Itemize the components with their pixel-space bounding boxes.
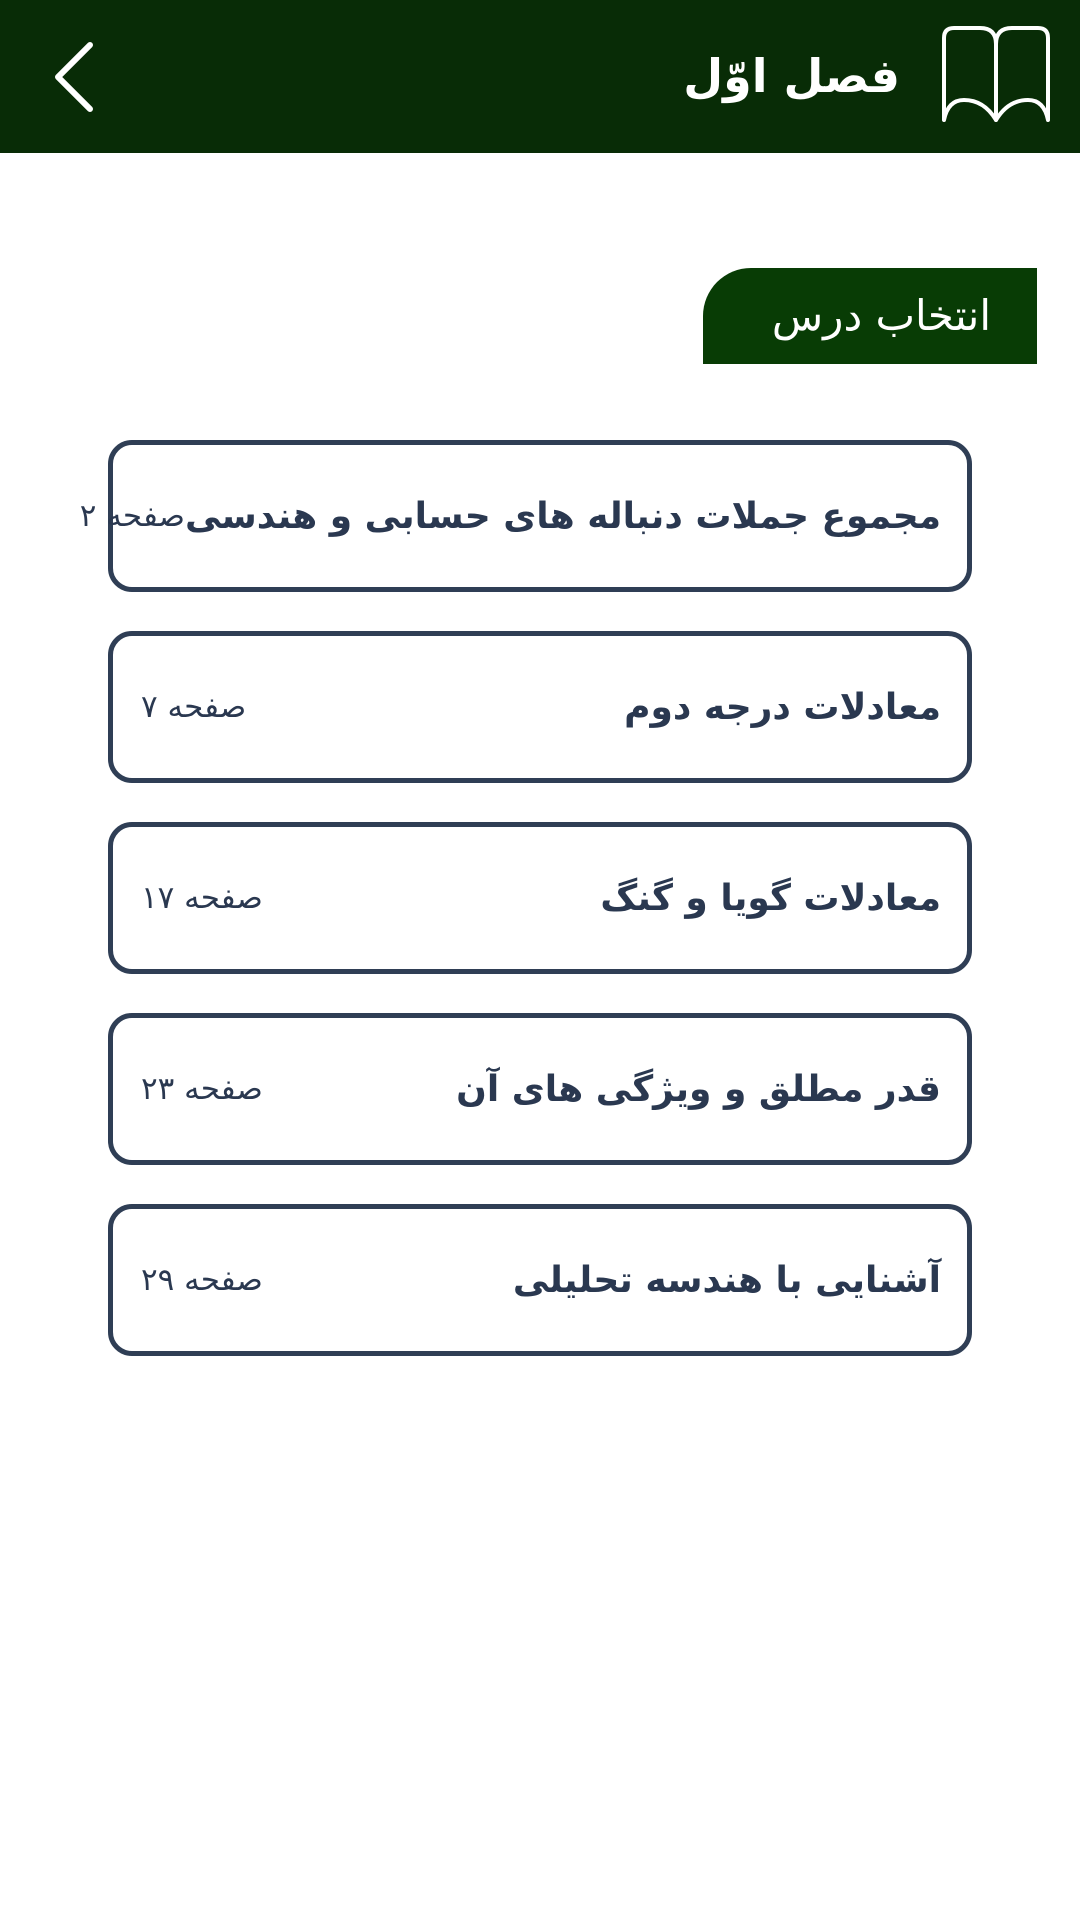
back-button[interactable]	[30, 30, 120, 123]
lesson-page: صفحه ۲۳	[141, 1071, 263, 1107]
lesson-page: صفحه ۱۷	[141, 880, 263, 916]
lesson-item-3[interactable]	[108, 822, 972, 974]
lesson-item-1[interactable]	[79, 440, 972, 592]
open-book-icon	[940, 26, 1052, 126]
lesson-title: قدر مطلق و ویژگی های آن	[456, 1068, 941, 1110]
page-title: فصل اوّل	[683, 49, 900, 103]
lesson-page: صفحه ۲۹	[141, 1262, 263, 1298]
lesson-title: مجموع جملات دنباله های حسابی و هندسی	[184, 495, 941, 537]
lesson-title: معادلات درجه دوم	[624, 686, 941, 728]
lesson-title: آشنایی با هندسه تحلیلی	[512, 1259, 941, 1301]
lesson-list	[79, 440, 972, 1395]
lesson-page: صفحه ۷	[141, 689, 247, 725]
top-bar	[0, 0, 1080, 153]
lesson-title: معادلات گویا و گنگ	[600, 877, 941, 919]
lesson-item-4[interactable]	[108, 1013, 972, 1165]
chevron-left-icon	[50, 39, 100, 115]
select-lesson-tab: انتخاب درس	[703, 268, 1037, 364]
lesson-item-5[interactable]	[108, 1204, 972, 1356]
lesson-item-2[interactable]	[108, 631, 972, 783]
lesson-page: صفحه ۲	[79, 498, 185, 534]
